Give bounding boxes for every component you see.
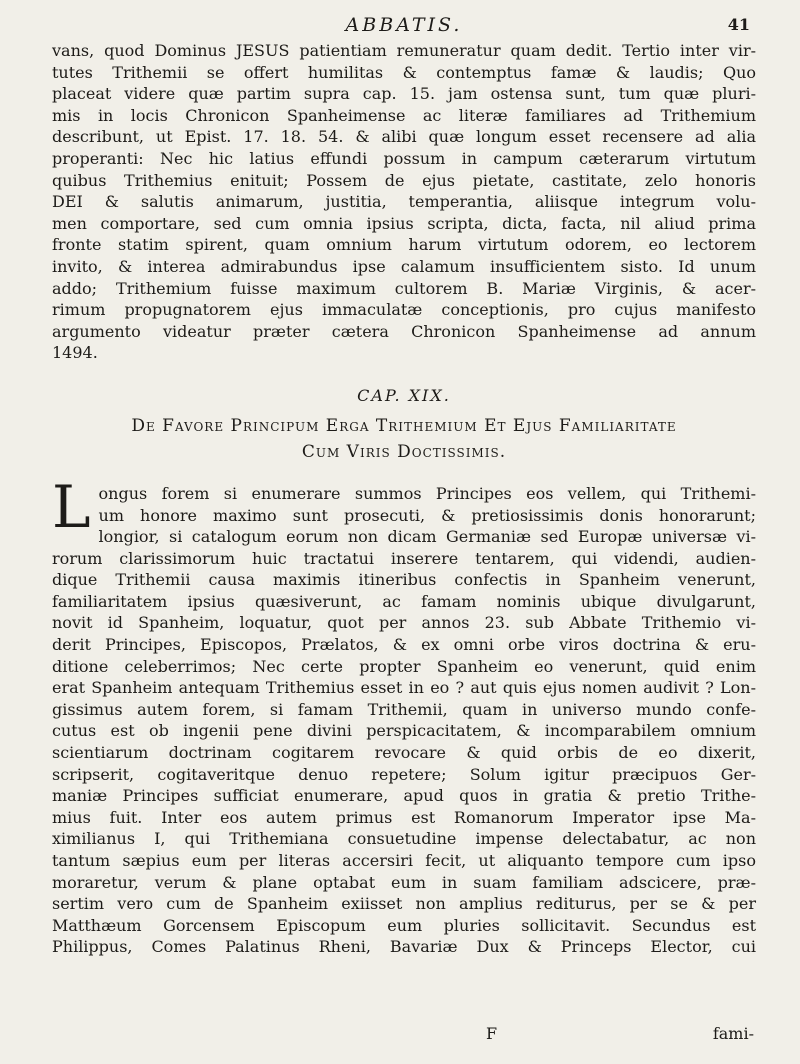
text-line: mius fuit. Inter eos autem primus est Romanorum Imperator ipse Ma-: [52, 807, 756, 827]
text-line: ditione celeberrimos; Nec certe propter Spanheim eo venerunt, quid enim: [52, 656, 756, 676]
text-line: rorum clarissimorum huic tractatui inserere tentarem, qui videndi, audien-: [52, 548, 756, 568]
text-line: properanti: Nec hic latius effundi possum in campum cæterarum virtutum: [52, 148, 756, 168]
text-line: 1494.: [52, 343, 98, 363]
text-line: DEI & salutis animarum, justitia, temperantia, aliisque integrum volu-: [52, 192, 756, 212]
catchword: fami-: [712, 1024, 754, 1043]
text-line: derit Principes, Episcopos, Prælatos, & ex omni orbe viros doctrina & eru-: [52, 635, 756, 655]
text-line: scripserit, cogitaveritque denuo repetere; Solum igitur præcipuos Ger-: [52, 764, 756, 784]
text-line: mis in locis Chronicon Spanheimense ac literæ familiares ad Trithemium: [52, 105, 756, 125]
chapter-heading-line: De Favore Principum Erga Trithemium Et Ejus Familiaritate: [131, 415, 677, 436]
page-number: 41: [727, 15, 750, 34]
text-line: argumento videatur præter cætera Chronicon Spanheimense ad annum: [52, 321, 756, 341]
drop-cap: L: [52, 472, 91, 541]
text-line: placeat videre quæ partim supra cap. 15. jam ostensa sunt, tum quæ pluri-: [52, 84, 756, 104]
chapter-paragraph: [52, 472, 756, 958]
text-line: men comportare, sed cum omnia ipsius scripta, dicta, facta, nil aliud prima: [52, 213, 756, 233]
continuation-paragraph: [52, 40, 756, 364]
signature-mark: F: [486, 1024, 498, 1043]
running-title: ABBATIS.: [345, 14, 463, 36]
text-line: Matthæum Gorcensem Episcopum eum pluries sollicitavit. Secundus est: [52, 915, 756, 935]
text-line: Philippus, Comes Palatinus Rheni, Bavariæ Dux & Princeps Elector, cui: [52, 937, 756, 957]
text-line: familiaritatem ipsius quæsiverunt, ac famam nominis ubique divulgarunt,: [52, 591, 756, 611]
chapter-number: CAP. XIX.: [357, 385, 451, 405]
text-line: maniæ Principes sufficiat enumerare, apud quos in gratia & pretio Trithe-: [52, 786, 756, 806]
page-footer: [0, 1024, 800, 1046]
text-line: moraretur, verum & plane optabat eum in suam familiam adscicere, præ-: [52, 872, 756, 892]
text-line: tutes Trithemii se offert humilitas & contemptus famæ & laudis; Quo: [52, 62, 756, 82]
text-line: longior, si catalogum eorum non dicam Germaniæ sed Europæ universæ vi-: [98, 527, 756, 547]
text-line: erat Spanheim antequam Trithemius esset in eo ? aut quis ejus nomen audivit ? Lon-: [52, 678, 756, 698]
running-head: [52, 10, 756, 40]
text-line: rimum propugnatorem ejus immaculatæ conceptionis, pro cujus manifesto: [52, 300, 756, 320]
text-line: cutus est ob ingenii pene divini perspicacitatem, & incomparabilem omnium: [52, 721, 756, 741]
text-line: gissimus autem forem, si famam Trithemii, quam in universo mundo confe-: [52, 699, 756, 719]
text-line: vans, quod Dominus JESUS patientiam remuneratur quam dedit. Tertio inter vir-: [52, 41, 756, 60]
chapter-heading-line: Cum Viris Doctissimis.: [301, 441, 507, 462]
text-line: addo; Trithemium fuisse maximum cultorem B. Mariæ Virginis, & acer-: [52, 278, 756, 298]
text-line: quibus Trithemius enituit; Possem de ejus pietate, castitate, zelo honoris: [52, 170, 756, 190]
text-line: tantum sæpius eum per literas accersiri fecit, ut aliquanto tempore cum ipso: [52, 851, 756, 870]
text-line: ximilianus I, qui Trithemiana consuetudine impense delectabatur, ac non: [52, 829, 756, 849]
text-line: um honore maximo sunt prosecuti, & pretiosissimis donis honorarunt;: [98, 505, 756, 525]
text-line: describunt, ut Epist. 17. 18. 54. & alibi quæ longum esset recensere ad alia: [52, 127, 756, 147]
text-line: sertim vero cum de Spanheim exiisset non amplius rediturus, per se & per: [52, 894, 756, 914]
text-line: scientiarum doctrinam cogitarem revocare & quid orbis de eo dixerit,: [52, 743, 756, 763]
text-line: novit id Spanheim, loquatur, quot per annos 23. sub Abbate Trithemio vi-: [52, 613, 756, 633]
text-line: invito, & interea admirabundus ipse calamum insufficientem sisto. Id unum: [52, 256, 756, 276]
text-line: dique Trithemii causa maximis itineribus confectis in Spanheim venerunt,: [52, 570, 756, 590]
text-line: fronte statim spirent, quam omnium harum virtutum odorem, eo lectorem: [52, 235, 756, 255]
text-line: ongus forem si enumerare summos Principes eos vellem, qui Trithemi-: [98, 483, 756, 503]
